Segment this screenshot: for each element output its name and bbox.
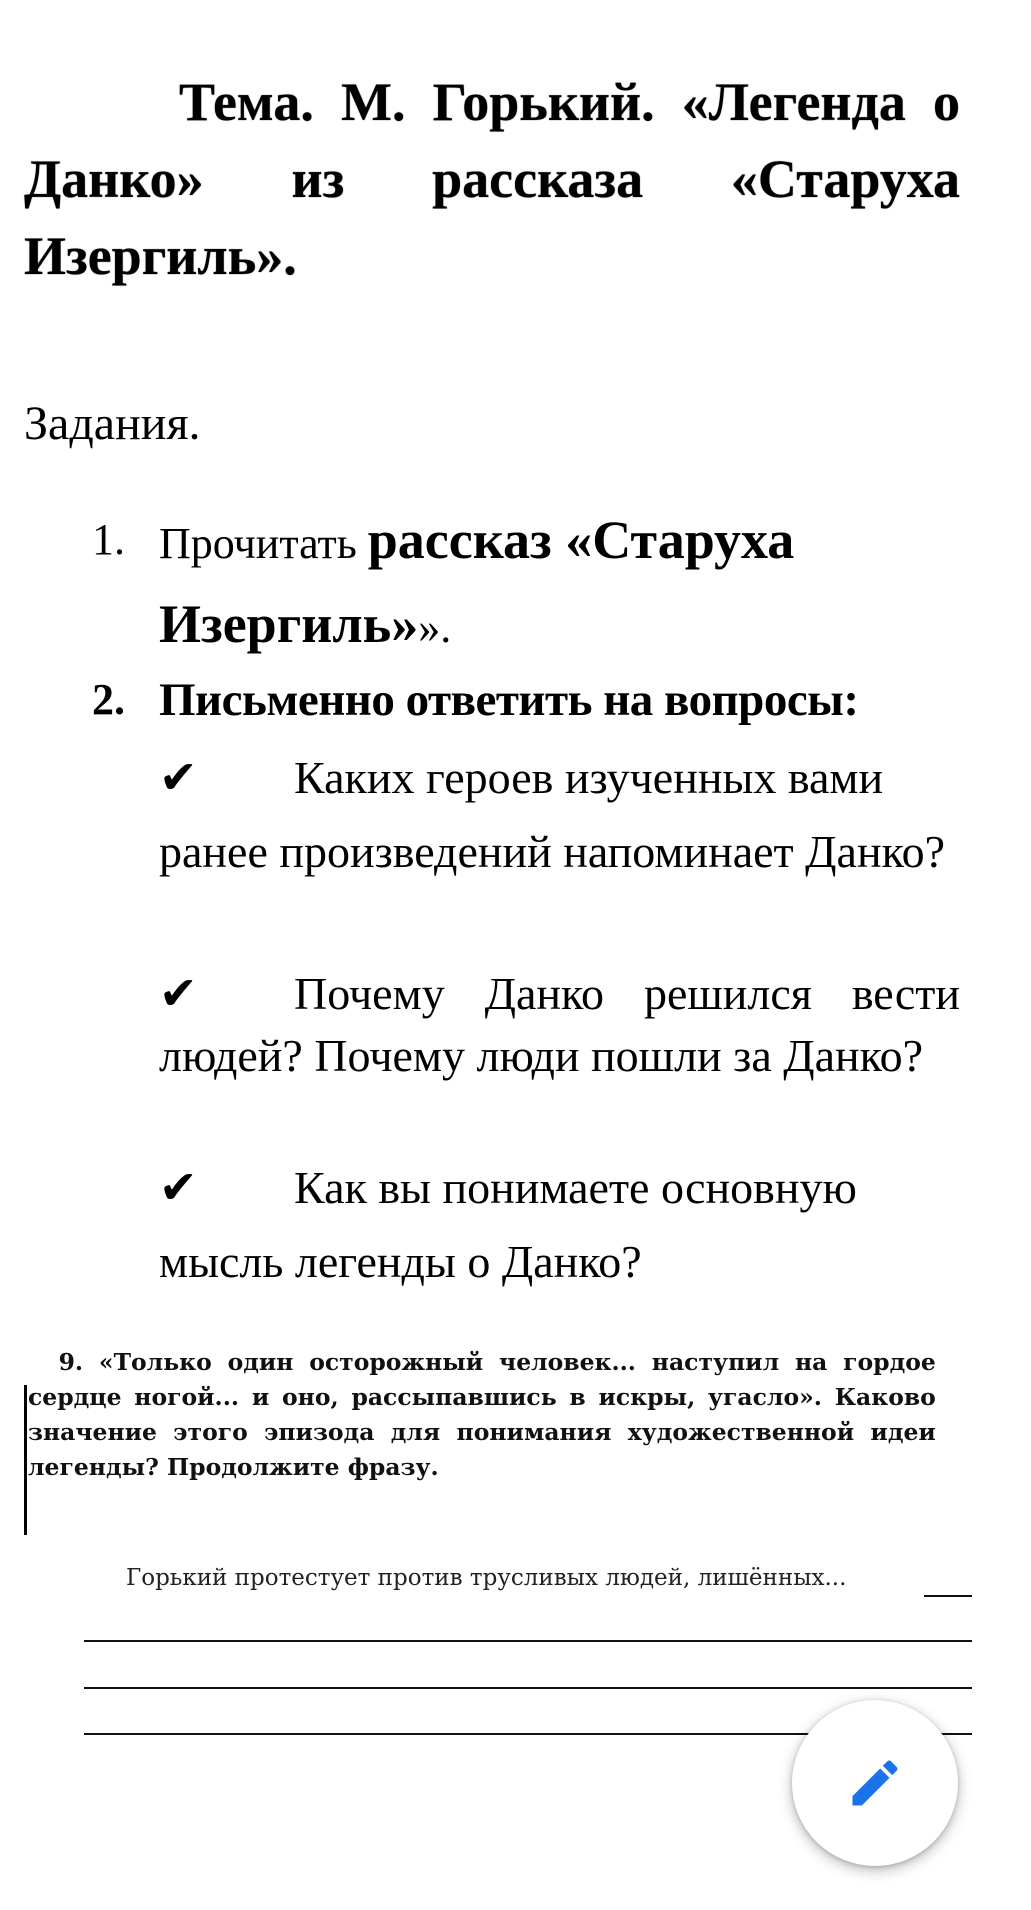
checkmark-icon: ✔ (159, 1160, 198, 1214)
task-2: Письменно ответить на вопросы: (159, 674, 859, 726)
answer-line (84, 1687, 972, 1689)
task-1-prefix: Прочитать (159, 519, 368, 568)
question-2 (159, 962, 960, 1087)
page-title: Тема. М. Горький. «Легенда о Данко» из рассказа «Старуха Изергиль». (24, 72, 960, 286)
task-number-1: 1. (92, 515, 125, 564)
task-1 (159, 500, 949, 668)
question-3-text: Как вы понимаете основную мысль легенды о Данко? (159, 1162, 857, 1287)
edit-fab-button[interactable] (792, 1700, 958, 1866)
question-3 (159, 1150, 960, 1299)
scan-edge (24, 1385, 27, 1535)
pencil-edit-icon (845, 1753, 905, 1813)
scan-answer-prompt: Горький протестует против трусливых людей, лишённых... (126, 1565, 847, 1591)
scanned-worksheet-image (24, 1345, 1004, 1745)
question-1-text: Каких героев изученных вами ранее произведений напоминает Данко? (159, 752, 945, 877)
task-1-emphasis: рассказ «Старуха Изергиль» (159, 510, 795, 654)
scan-exercise-text: 9. «Только один осторожный человек... наступил на гордое сердце ногой... и оно, рассыпавшись в искры, угасло». Каково значение этого эпизода для понимания художественной идеи легенды? Продолжите фразу. (28, 1349, 936, 1481)
question-1 (159, 740, 960, 889)
checkmark-icon: ✔ (159, 966, 198, 1020)
task-number-2: 2. (92, 675, 125, 724)
checkmark-icon: ✔ (159, 750, 198, 804)
question-2-text: Почему Данко решился вести людей? Почему люди пошли за Данко? (159, 968, 960, 1081)
answer-line (924, 1595, 972, 1597)
answer-line (84, 1640, 972, 1642)
tasks-heading: Задания. (24, 397, 201, 450)
task-1-suffix: ». (418, 603, 452, 652)
